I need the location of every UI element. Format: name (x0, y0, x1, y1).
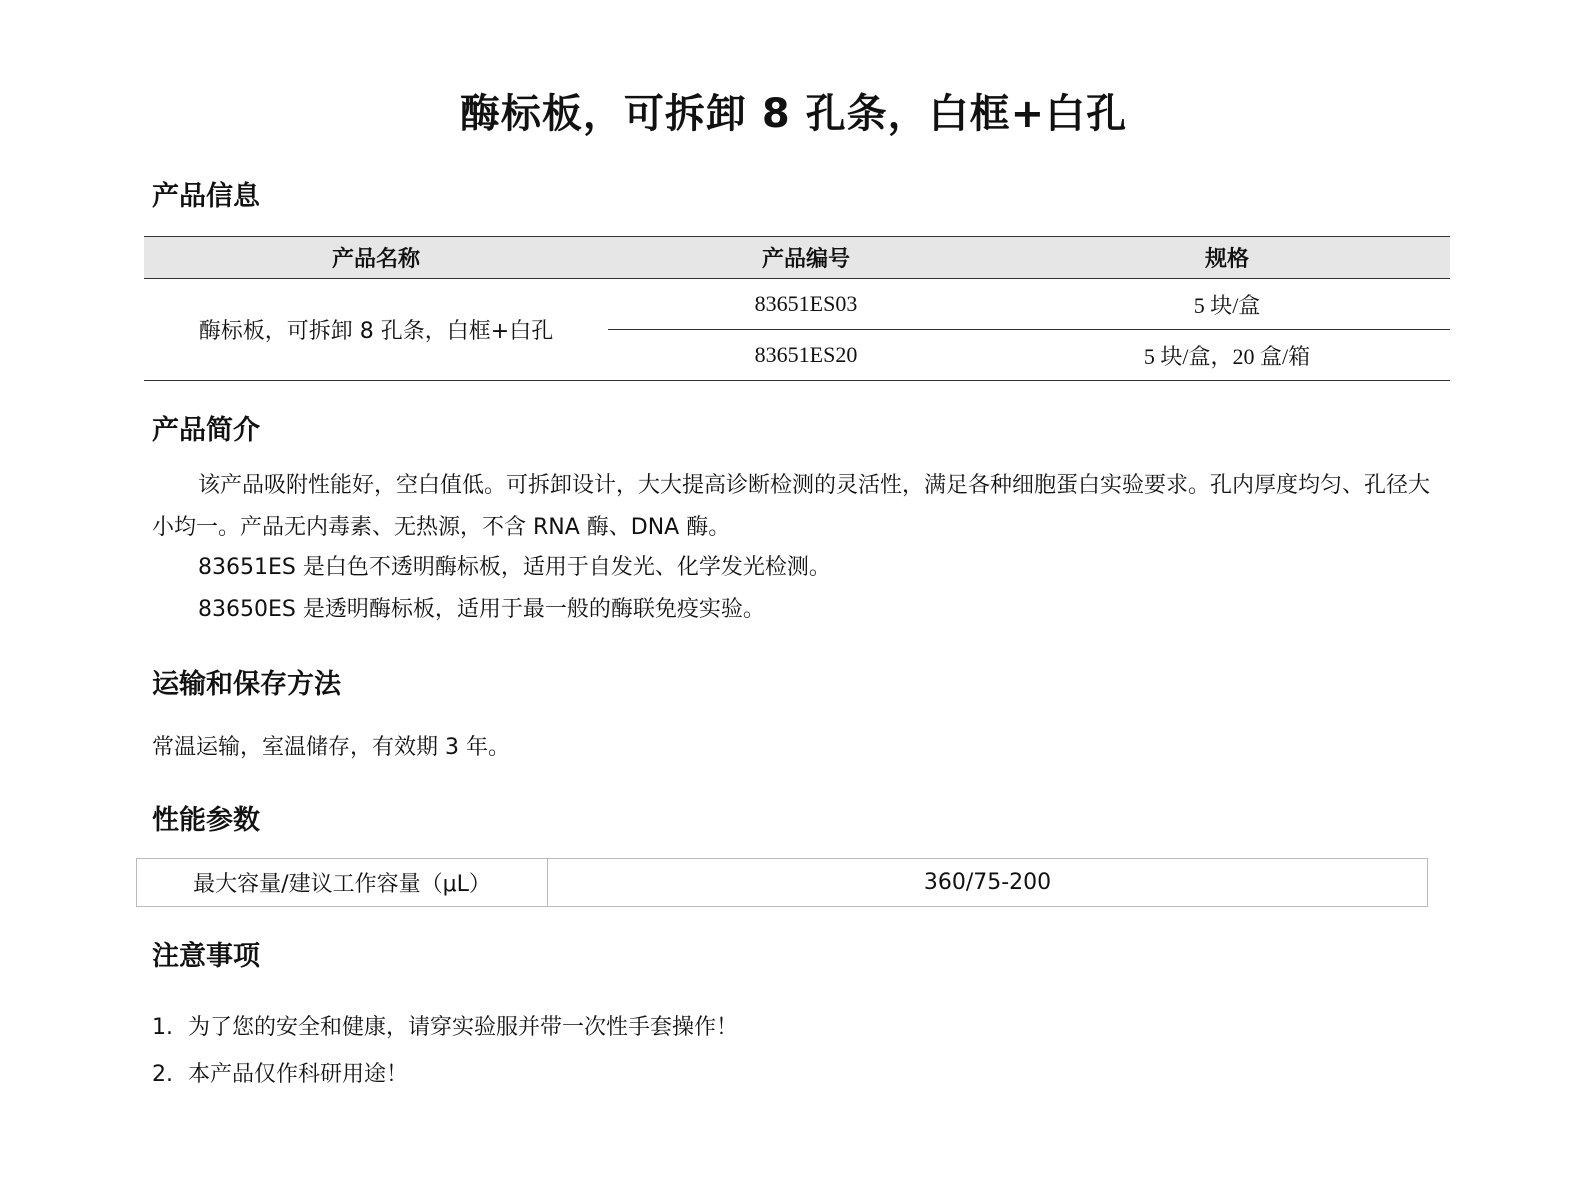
heading-performance: 性能参数 (152, 805, 260, 836)
product-spec-cell: 5 块/盒 (1004, 279, 1450, 330)
list-item (152, 1010, 738, 1041)
product-info-table (144, 236, 1450, 381)
list-item (152, 1057, 408, 1088)
product-code-cell: 83651ES20 (608, 330, 1004, 381)
note-number: 1. (152, 1015, 173, 1040)
header-spec: 规格 (1004, 237, 1450, 279)
heading-storage: 运输和保存方法 (152, 669, 341, 700)
product-spec-cell: 5 块/盒，20 盒/箱 (1004, 330, 1450, 381)
capacity-value-cell: 360/75-200 (548, 859, 1428, 907)
intro-paragraph-1: 该产品吸附性能好，空白值低。可拆卸设计，大大提高诊断检测的灵活性，满足各种细胞蛋白实验要求。孔内厚度均匀、孔径大小均一。产品无内毒素、无热源，不含 RNA 酶、DNA 酶。 (152, 473, 1431, 540)
table-row (144, 279, 1450, 330)
header-product-code: 产品编号 (608, 237, 1004, 279)
note-text: 为了您的安全和健康，请穿实验服并带一次性手套操作！ (188, 1015, 739, 1040)
table-row (137, 859, 1428, 907)
product-name-cell: 酶标板，可拆卸 8 孔条，白框+白孔 (144, 279, 608, 381)
page-title: 酶标板，可拆卸 8 孔条，白框+白孔 (459, 91, 1128, 137)
intro-paragraph-2: 83651ES 是白色不透明酶标板，适用于自发光、化学发光检测。 (198, 555, 831, 580)
table-header-row (144, 237, 1450, 279)
heading-notes: 注意事项 (152, 941, 260, 972)
note-number: 2. (152, 1062, 173, 1087)
product-code-cell: 83651ES03 (608, 279, 1004, 330)
storage-text: 常温运输，室温储存，有效期 3 年。 (152, 735, 510, 760)
capacity-label-cell: 最大容量/建议工作容量（μL） (137, 859, 548, 907)
note-text: 本产品仅作科研用途！ (188, 1062, 409, 1087)
header-product-name: 产品名称 (144, 237, 608, 279)
performance-table (136, 858, 1428, 907)
heading-product-info: 产品信息 (152, 181, 260, 212)
heading-intro: 产品简介 (152, 415, 260, 446)
intro-paragraph-3: 83650ES 是透明酶标板，适用于最一般的酶联免疫实验。 (198, 597, 765, 622)
